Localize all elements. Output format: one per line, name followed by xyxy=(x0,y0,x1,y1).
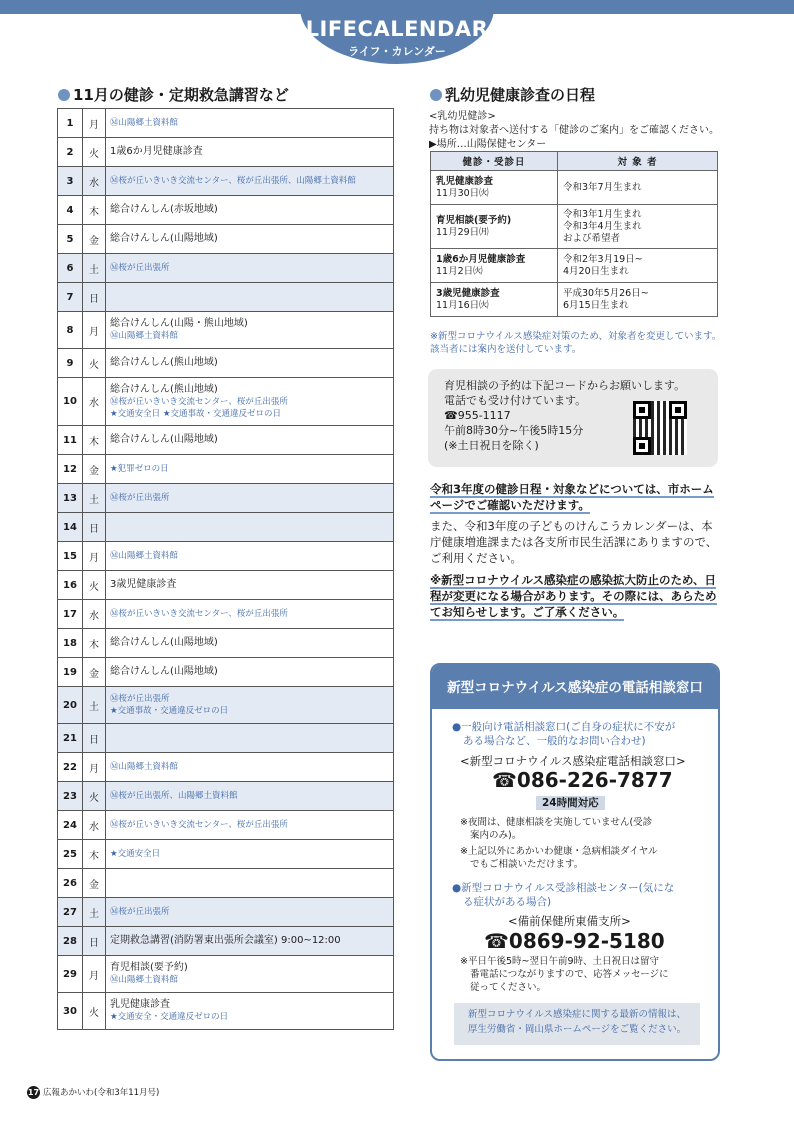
other-line-note: ※上記以外にあかいわ健康・急病相談ダイヤル でもご相談いただけます。 xyxy=(460,846,658,870)
infant-location: ▶場所…山陽保健センター xyxy=(429,139,547,150)
weekday: 日 xyxy=(83,513,106,542)
testing-consultation: ●新型コロナウイルス受診相談センター(気にな る症状がある場合) xyxy=(452,882,675,908)
checkup-event: 定期救急講習(消防署東出張所会議室) 9:00~12:00 xyxy=(110,935,341,946)
bullet-icon xyxy=(58,89,70,101)
facility-event: Ⓜ桜が丘出張所、山陽郷土資料館 xyxy=(110,791,238,801)
paragraph-schedule-change: ※新型コロナウイルス感染症の感染拡大防止のため、日程が変更になる場合があります。その際には、あらためてお知らせします。ご了承ください。 xyxy=(430,573,717,619)
day-number: 12 xyxy=(58,455,83,484)
day-number: 26 xyxy=(58,869,83,898)
facility-event: ★犯罪ゼロの日 xyxy=(110,464,169,474)
day-events xyxy=(106,542,394,571)
day-number: 23 xyxy=(58,782,83,811)
calendar-row xyxy=(58,109,394,138)
facility-event: Ⓜ山陽郷土資料館 xyxy=(110,118,179,128)
facility-event: Ⓜ山陽郷土資料館 xyxy=(110,331,179,341)
facility-event: ★交通安全日 xyxy=(110,849,161,859)
facility-event: Ⓜ山陽郷土資料館 xyxy=(110,762,179,772)
day-number: 14 xyxy=(58,513,83,542)
qr-code[interactable] xyxy=(633,401,687,455)
day-events xyxy=(106,927,394,956)
day-events xyxy=(106,869,394,898)
calendar-row xyxy=(58,571,394,600)
weekday: 水 xyxy=(83,811,106,840)
night-note: ※夜間は、健康相談を実施していません(受診 案内のみ)。 xyxy=(460,817,653,841)
latest-info-note: 新型コロナウイルス感染症に関する最新の情報は、 厚生労働省・岡山県ホームページをご覧ください。 xyxy=(454,1003,700,1045)
checkup-row xyxy=(431,171,718,205)
life-calendar-banner xyxy=(300,0,494,64)
day-number: 16 xyxy=(58,571,83,600)
facility-event: Ⓜ山陽郷土資料館 xyxy=(110,551,179,561)
day-number: 2 xyxy=(58,138,83,167)
infant-subheading: <乳幼児健診> xyxy=(429,111,496,122)
weekday: 水 xyxy=(83,378,106,426)
weekday: 金 xyxy=(83,869,106,898)
day-events xyxy=(106,811,394,840)
calendar-row xyxy=(58,542,394,571)
weekday: 水 xyxy=(83,167,106,196)
calendar-heading: 11月の健診・定期救急講習など xyxy=(58,84,289,105)
day-events xyxy=(106,167,394,196)
weekday: 月 xyxy=(83,956,106,993)
calendar-row xyxy=(58,138,394,167)
day-number: 4 xyxy=(58,196,83,225)
calendar-row xyxy=(58,378,394,426)
day-events xyxy=(106,254,394,283)
calendar-row xyxy=(58,283,394,312)
day-events xyxy=(106,138,394,167)
day-number: 3 xyxy=(58,167,83,196)
day-number: 28 xyxy=(58,927,83,956)
infant-heading: 乳幼児健康診査の日程 xyxy=(430,84,595,105)
calendar-row xyxy=(58,811,394,840)
weekday: 土 xyxy=(83,484,106,513)
col-header-target: 対 象 者 xyxy=(558,152,718,171)
facility-event: Ⓜ桜が丘出張所 xyxy=(110,493,170,503)
testing-tel: ☎0869-92-5180 xyxy=(484,929,665,953)
checkup-event: 総合けんしん(山陽・熊山地域) xyxy=(110,318,248,329)
day-events xyxy=(106,426,394,455)
checkup-row xyxy=(431,283,718,317)
infant-checkup-table xyxy=(430,151,718,317)
day-number: 15 xyxy=(58,542,83,571)
weekday: 火 xyxy=(83,349,106,378)
day-events xyxy=(106,724,394,753)
day-number: 25 xyxy=(58,840,83,869)
testing-center-name: <備前保健所東備支所> xyxy=(508,914,631,928)
corona-title: 新型コロナウイルス感染症の電話相談窓口 xyxy=(432,665,718,709)
weekday: 火 xyxy=(83,993,106,1030)
weekday: 月 xyxy=(83,542,106,571)
day-events xyxy=(106,993,394,1030)
calendar-row xyxy=(58,687,394,724)
weekday: 木 xyxy=(83,840,106,869)
checkup-event: 総合けんしん(山陽地域) xyxy=(110,434,218,445)
calendar-row xyxy=(58,196,394,225)
day-events xyxy=(106,312,394,349)
day-events xyxy=(106,225,394,254)
weekday: 木 xyxy=(83,196,106,225)
day-events xyxy=(106,782,394,811)
weekday: 土 xyxy=(83,687,106,724)
day-number: 29 xyxy=(58,956,83,993)
calendar-row xyxy=(58,455,394,484)
weekday: 火 xyxy=(83,571,106,600)
day-number: 9 xyxy=(58,349,83,378)
checkup-event: 総合けんしん(熊山地域) xyxy=(110,357,218,368)
checkup-event: 総合けんしん(山陽地域) xyxy=(110,666,218,677)
bullet-icon xyxy=(430,89,442,101)
answering-note: ※平日午後5時~翌日午前9時、土日祝日は留守 番電話につながりますので、応答メッセージに 従ってください。 xyxy=(460,956,669,993)
day-events xyxy=(106,283,394,312)
paragraph-calendar: また、令和3年度の子どものけんこうカレンダーは、本庁健康増進課または各支所市民生活課にありますので、ご利用ください。 xyxy=(430,519,718,565)
day-events xyxy=(106,109,394,138)
facility-event: Ⓜ桜が丘出張所 xyxy=(110,907,170,917)
calendar-row xyxy=(58,484,394,513)
checkup-event: 乳児健康診査 xyxy=(110,999,170,1010)
facility-event: Ⓜ桜が丘いきいき交流センター、桜が丘出張所 xyxy=(110,396,288,407)
day-number: 27 xyxy=(58,898,83,927)
reservation-text: 育児相談の予約は下記コードからお願いします。 電話でも受け付けています。 ☎955-1117 午前8時30分~午後5時15分 (※土日祝日を除く) xyxy=(444,379,686,452)
day-number: 11 xyxy=(58,426,83,455)
corona-phone-box xyxy=(430,663,720,1061)
facility-event: Ⓜ桜が丘出張所 xyxy=(110,263,170,273)
calendar-row xyxy=(58,869,394,898)
weekday: 水 xyxy=(83,600,106,629)
day-number: 8 xyxy=(58,312,83,349)
checkup-event: 1歳6か月児健康診査 xyxy=(110,146,203,157)
weekday: 金 xyxy=(83,225,106,254)
weekday: 月 xyxy=(83,753,106,782)
calendar-row xyxy=(58,600,394,629)
checkup-event: 総合けんしん(赤坂地域) xyxy=(110,204,218,215)
calendar-row xyxy=(58,993,394,1030)
checkup-event: 3歳児健康診査 xyxy=(110,579,177,590)
weekday: 土 xyxy=(83,898,106,927)
checkup-event: 育児相談(要予約) xyxy=(110,962,188,973)
day-number: 30 xyxy=(58,993,83,1030)
day-events xyxy=(106,600,394,629)
day-number: 5 xyxy=(58,225,83,254)
day-number: 22 xyxy=(58,753,83,782)
checkup-name-date: 3歳児健康診査 11月16日㈫ xyxy=(431,283,558,317)
general-consultation: ●一般向け電話相談窓口(ご自身の症状に不安が ある場合など、一般的なお問い合わせ) xyxy=(452,721,676,747)
calendar-row xyxy=(58,753,394,782)
day-events xyxy=(106,196,394,225)
day-events xyxy=(106,956,394,993)
facility-event: ★交通安全日 ★交通事故・交通違反ゼロの日 xyxy=(110,408,281,419)
banner-subtitle: ライフ・カレンダー xyxy=(348,45,446,58)
facility-event: Ⓜ桜が丘いきいき交流センター、桜が丘出張所 xyxy=(110,609,288,619)
day-events xyxy=(106,513,394,542)
calendar-row xyxy=(58,629,394,658)
facility-event: Ⓜ桜が丘いきいき交流センター、桜が丘出張所、山陽郷土資料館 xyxy=(110,176,356,186)
checkup-event: 総合けんしん(山陽地域) xyxy=(110,233,218,244)
calendar-row xyxy=(58,225,394,254)
day-events xyxy=(106,484,394,513)
checkup-event: 総合けんしん(山陽地域) xyxy=(110,637,218,648)
day-events xyxy=(106,840,394,869)
calendar-row xyxy=(58,956,394,993)
day-events xyxy=(106,753,394,782)
calendar-row xyxy=(58,898,394,927)
day-events xyxy=(106,658,394,687)
weekday: 月 xyxy=(83,109,106,138)
calendar-row xyxy=(58,840,394,869)
checkup-row xyxy=(431,249,718,283)
general-line-name: <新型コロナウイルス感染症電話相談窓口> xyxy=(460,754,686,768)
checkup-row xyxy=(431,205,718,249)
calendar-row xyxy=(58,312,394,349)
checkup-name-date: 1歳6か月児健康診査 11月2日㈫ xyxy=(431,249,558,283)
day-events xyxy=(106,378,394,426)
facility-event: ★交通事故・交通違反ゼロの日 xyxy=(110,706,229,716)
weekday: 火 xyxy=(83,138,106,167)
page-footer xyxy=(27,1086,159,1099)
reservation-box xyxy=(428,369,718,467)
day-events xyxy=(106,898,394,927)
day-number: 10 xyxy=(58,378,83,426)
checkup-target: 平成30年5月26日~ 6月15日生まれ xyxy=(558,283,718,317)
facility-event: Ⓜ桜が丘いきいき交流センター、桜が丘出張所 xyxy=(110,820,288,830)
calendar-row xyxy=(58,254,394,283)
facility-event: Ⓜ桜が丘出張所 xyxy=(110,694,170,704)
weekday: 金 xyxy=(83,455,106,484)
day-number: 1 xyxy=(58,109,83,138)
general-tel: ☎086-226-7877 xyxy=(492,768,673,792)
publication-name: 広報あかいわ(令和3年11月号) xyxy=(43,1088,160,1098)
calendar-row xyxy=(58,349,394,378)
day-number: 13 xyxy=(58,484,83,513)
day-number: 20 xyxy=(58,687,83,724)
weekday: 日 xyxy=(83,283,106,312)
weekday: 日 xyxy=(83,927,106,956)
weekday: 月 xyxy=(83,312,106,349)
infant-items-note: 持ち物は対象者へ送付する「健診のご案内」をご確認ください。 xyxy=(429,125,719,136)
day-events xyxy=(106,455,394,484)
checkup-target: 令和3年1月生まれ 令和3年4月生まれ および希望者 xyxy=(558,205,718,249)
banner-title: LIFECALENDAR xyxy=(305,17,489,41)
calendar-row xyxy=(58,724,394,753)
checkup-event: 総合けんしん(熊山地域) xyxy=(110,383,218,395)
day-number: 7 xyxy=(58,283,83,312)
calendar-row xyxy=(58,927,394,956)
weekday: 金 xyxy=(83,658,106,687)
page-number: 17 xyxy=(27,1088,40,1097)
weekday: 木 xyxy=(83,629,106,658)
day-number: 19 xyxy=(58,658,83,687)
col-header-date: 健診・受診日 xyxy=(431,152,558,171)
day-number: 17 xyxy=(58,600,83,629)
paragraph-homepage: 令和3年度の健診日程・対象などについては、市ホームページでご確認いただけます。 xyxy=(430,482,714,512)
checkup-target: 令和2年3月19日~ 4月20日生まれ xyxy=(558,249,718,283)
calendar-row xyxy=(58,167,394,196)
day-events xyxy=(106,349,394,378)
weekday: 日 xyxy=(83,724,106,753)
checkup-name-date: 育児相談(要予約) 11月29日㈪ xyxy=(431,205,558,249)
facility-event: Ⓜ山陽郷土資料館 xyxy=(110,975,179,985)
facility-event: ★交通安全・交通違反ゼロの日 xyxy=(110,1012,229,1022)
weekday: 火 xyxy=(83,782,106,811)
checkup-name-date: 乳児健康診査 11月30日㈫ xyxy=(431,171,558,205)
weekday: 土 xyxy=(83,254,106,283)
day-number: 18 xyxy=(58,629,83,658)
checkup-target: 令和3年7月生まれ xyxy=(558,171,718,205)
infant-note: ※新型コロナウイルス感染症対策のため、対象者を変更しています。該当者には案内を送付しています。 xyxy=(430,331,722,355)
calendar-row xyxy=(58,513,394,542)
day-number: 21 xyxy=(58,724,83,753)
hours-badge: 24時間対応 xyxy=(536,795,605,810)
calendar-row xyxy=(58,782,394,811)
day-number: 6 xyxy=(58,254,83,283)
day-events xyxy=(106,629,394,658)
calendar-row xyxy=(58,658,394,687)
weekday: 木 xyxy=(83,426,106,455)
calendar-row xyxy=(58,426,394,455)
day-events xyxy=(106,687,394,724)
november-calendar xyxy=(57,108,394,1030)
day-number: 24 xyxy=(58,811,83,840)
day-events xyxy=(106,571,394,600)
